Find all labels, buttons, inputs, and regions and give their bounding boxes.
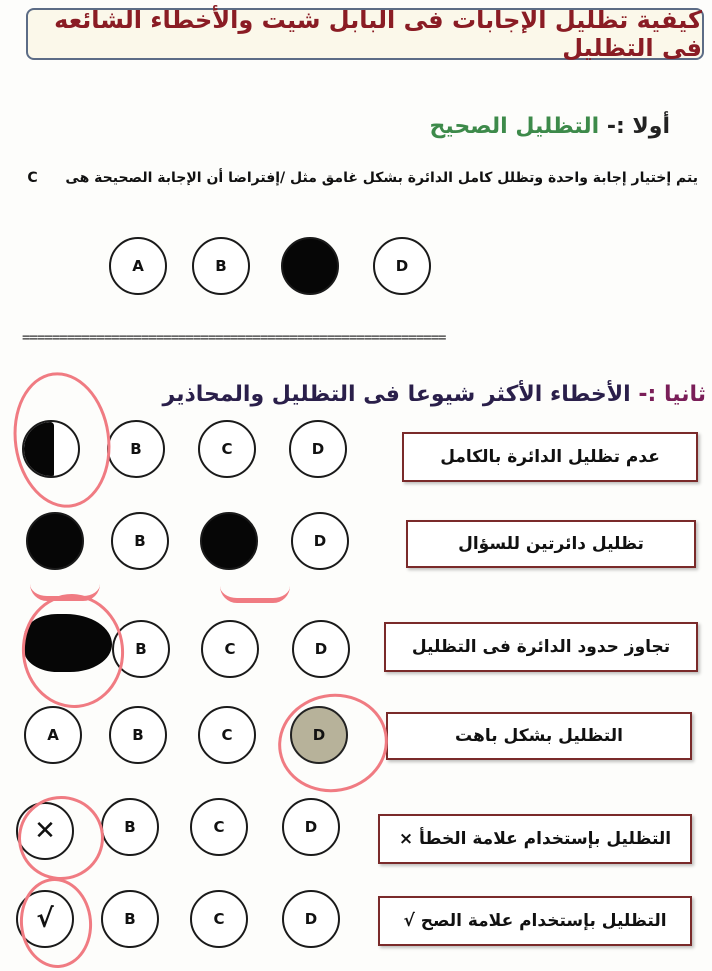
section1-heading xyxy=(430,114,671,139)
page-title: كيفية تظليل الإجابات فى البابل شيت والأخطاء الشائعه فى التظليل xyxy=(54,6,702,62)
page-title-box xyxy=(26,8,704,60)
mistake-label-5: التظليل بإستخدام علامة الخطأ × xyxy=(378,814,692,864)
bubble-b: B xyxy=(101,798,159,856)
bubble-c: C xyxy=(190,890,248,948)
bubble-c-shaded xyxy=(281,237,339,295)
bubble-b: B xyxy=(109,706,167,764)
bubble-c: C xyxy=(198,420,256,478)
annotation-circle-5 xyxy=(14,792,108,885)
section1-title: التظليل الصحيح xyxy=(429,114,600,139)
check-mark-icon: √ xyxy=(36,904,54,934)
mistake-label-4: التظليل بشكل باهت xyxy=(386,712,692,760)
bubble-b: B xyxy=(112,620,170,678)
bubble-b: B xyxy=(107,420,165,478)
mistake-label-3: تجاوز حدود الدائرة فى التظليل xyxy=(384,622,698,672)
bubble-c: C xyxy=(190,798,248,856)
x-mark-icon: ✕ xyxy=(34,816,56,846)
bubble-d: D xyxy=(289,420,347,478)
bubble-d: D xyxy=(282,890,340,948)
bubble-shaded-2 xyxy=(200,512,258,570)
bubble-shaded-1 xyxy=(26,512,84,570)
bubble-c: C xyxy=(198,706,256,764)
section2-lead: ثانيا :- xyxy=(638,382,706,407)
bubble-b: B xyxy=(101,890,159,948)
mistake-label-1: عدم تظليل الدائرة بالكامل xyxy=(402,432,698,482)
bubble-c: C xyxy=(201,620,259,678)
section2-heading xyxy=(163,382,706,407)
bubble-d: D xyxy=(291,512,349,570)
bubble-d: D xyxy=(373,237,431,295)
bubble-d: D xyxy=(292,620,350,678)
annotation-circle-6 xyxy=(16,875,96,971)
section1-lead: أولا :- xyxy=(606,114,670,139)
instruction-text: يتم إختيار إجابة واحدة وتظلل كامل الدائرة بشكل غامق مثل /إفتراضا أن الإجابة الصحيحة هى xyxy=(65,170,698,186)
section1-instruction xyxy=(27,170,698,186)
section2-title: الأخطاء الأكثر شيوعا فى التظليل والمحاذير xyxy=(162,382,631,407)
bubble-a: A xyxy=(109,237,167,295)
annotation-circle-3 xyxy=(16,589,129,713)
annotation-underline-2 xyxy=(220,586,290,603)
annotation-circle-4 xyxy=(270,685,395,801)
bubble-b: B xyxy=(192,237,250,295)
bubble-a: A xyxy=(24,706,82,764)
correct-answer-letter: C xyxy=(27,170,38,186)
bubble-d: D xyxy=(282,798,340,856)
mistake-label-6: التظليل بإستخدام علامة الصح √ xyxy=(378,896,692,946)
divider-line: ========================================================= xyxy=(22,330,446,346)
mistake-label-2: تظليل دائرتين للسؤال xyxy=(406,520,696,568)
annotation-circle-1 xyxy=(5,366,119,514)
bubble-d-faint: D xyxy=(290,706,348,764)
bubble-b: B xyxy=(111,512,169,570)
